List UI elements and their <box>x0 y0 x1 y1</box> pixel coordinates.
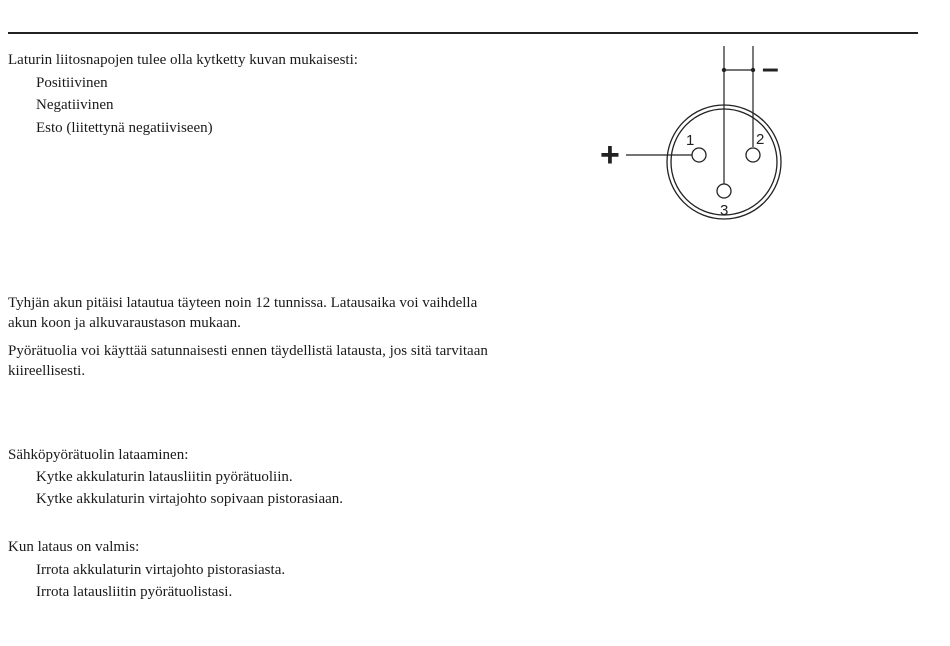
pin-label-2: 2 <box>756 131 765 148</box>
minus-symbol: – <box>762 52 779 85</box>
top-rule <box>8 32 918 34</box>
pin-2 <box>746 148 760 162</box>
after-charging-step-2: Irrota latausliitin pyörätuolistasi. <box>36 584 233 600</box>
pin-description-negative: Negatiivinen <box>36 97 114 113</box>
charging-step-2: Kytke akkulaturin virtajohto sopivaan pistorasiaan. <box>36 491 344 507</box>
connector-pin-diagram <box>596 44 796 220</box>
pin-description-inhibit: Esto (liitettynä negatiiviseen) <box>36 119 213 136</box>
after-charging-section <box>8 536 498 604</box>
after-charging-heading: Kun lataus on valmis: <box>8 539 140 555</box>
urgent-use-paragraph: Pyörätuolia voi käyttää satunnaisesti ennen täydellistä latausta, jos sitä tarvitaan kiireellisesti. <box>8 343 488 379</box>
pin-label-1: 1 <box>686 132 695 149</box>
after-charging-step-1: Irrota akkulaturin virtajohto pistorasiasta. <box>36 561 286 578</box>
charger-connection-section <box>8 49 498 139</box>
plus-symbol: + <box>600 136 620 174</box>
charger-connection-heading: Laturin liitosnapojen tulee olla kytketty kuvan mukaisesti: <box>8 52 358 68</box>
charging-steps-heading: Sähköpyörätuolin lataaminen: <box>8 447 189 463</box>
charging-time-paragraph: Tyhjän akun pitäisi latautua täyteen noin 12 tunnissa. Latausaika voi vaihdella akun koon ja alkuvaraustason mukaan. <box>8 295 478 331</box>
junction-dot-right <box>751 68 755 72</box>
junction-dot-left <box>722 68 726 72</box>
pin-1 <box>692 148 706 162</box>
pin-label-3: 3 <box>720 202 729 219</box>
pin-description-positive: Positiivinen <box>36 74 108 91</box>
charging-time-section <box>8 293 498 381</box>
pin-3 <box>717 184 731 198</box>
charging-step-1: Kytke akkulaturin latausliitin pyörätuoliin. <box>36 469 293 485</box>
charging-steps-section <box>8 444 498 510</box>
